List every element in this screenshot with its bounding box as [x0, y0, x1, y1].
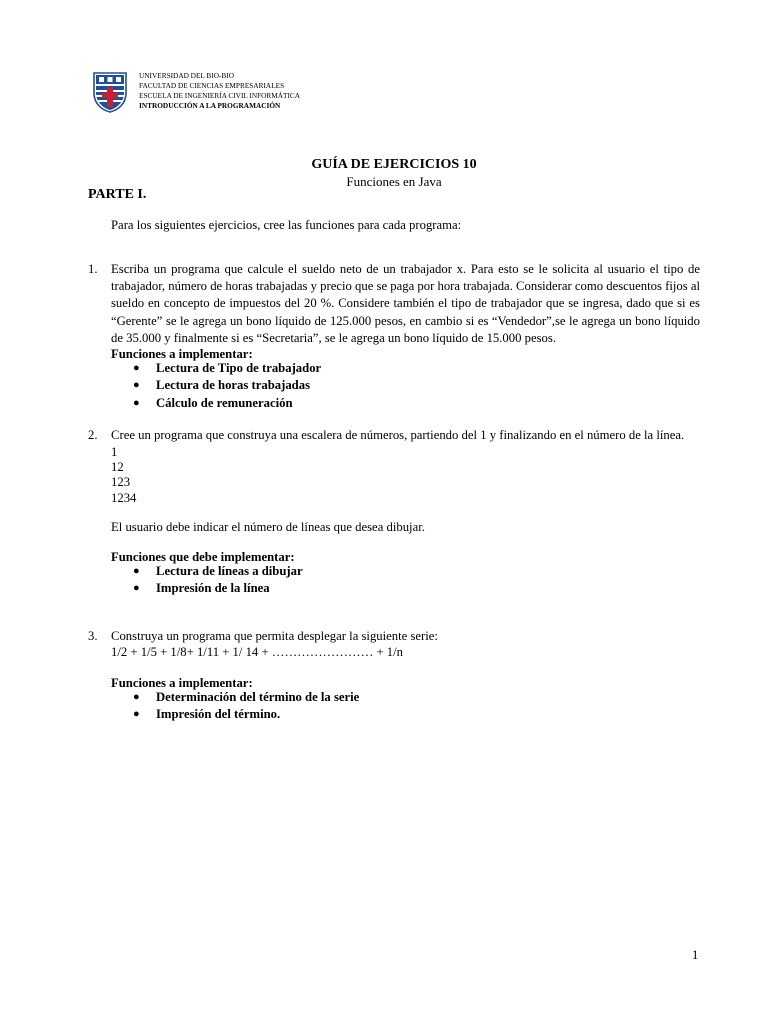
example-line: 123 — [111, 475, 131, 490]
function-item: ● Cálculo de remuneración — [111, 395, 321, 412]
bullet-icon: ● — [133, 565, 140, 577]
bullet-icon: ● — [133, 691, 140, 703]
example-line: 1234 — [111, 490, 137, 505]
staircase-example — [111, 445, 136, 506]
exercise-text-line: “Gerente” se le agrega un bono líquido de 125.000 pesos, en cambio si es “Vendedor”,se le agrega un bono líquido — [111, 313, 700, 328]
document-title: GUÍA DE EJERCICIOS 10 — [311, 157, 477, 172]
bullet-icon: ● — [133, 362, 140, 374]
university-shield-logo — [93, 71, 127, 113]
function-item: ● Impresión de la línea — [111, 580, 303, 597]
function-item: ● Lectura de horas trabajadas — [111, 377, 321, 394]
document-subtitle: Funciones en Java — [346, 174, 442, 189]
bullet-icon: ● — [133, 582, 140, 595]
bullet-icon: ● — [133, 396, 140, 409]
exercise-3-text: Construya un programa que permita desplegar la siguiente serie: — [111, 629, 438, 643]
functions-heading: Funciones a implementar: — [111, 347, 253, 361]
exercise-2-text: Cree un programa que construya una escalera de números, partiendo del 1 y finalizando en el número de la línea. — [111, 428, 685, 442]
example-line: 1 — [111, 445, 118, 459]
intro-text: Para los siguientes ejercicios, cree las funciones para cada programa: — [111, 218, 462, 232]
page-number: 1 — [692, 948, 699, 962]
course-name: INTRODUCCIÓN A LA PROGRAMACIÓN — [139, 101, 281, 110]
functions-list — [111, 360, 321, 412]
part-heading: PARTE I. — [88, 187, 147, 202]
exercise-text-line: trabajador, número de horas trabajadas y precio que se paga por hora trabajada. Considerar como descuentos fijos al — [111, 279, 700, 294]
function-item: ● Lectura de Tipo de trabajador — [111, 360, 321, 377]
exercise-text-line: Escriba un programa que calcule el sueldo neto de un trabajador x. Para esto se le solicita al usuario el tipo de — [111, 262, 700, 276]
exercise-number: 1. — [88, 262, 98, 276]
institution-block — [139, 71, 300, 111]
function-item: ● Lectura de líneas a dibujar — [111, 563, 303, 580]
university-name: UNIVERSIDAD DEL BIO-BIO — [139, 71, 234, 80]
exercise-number: 3. — [88, 629, 98, 643]
series-formula: 1/2 + 1/5 + 1/8+ 1/11 + 1/ 14 + …………………… + 1/n — [111, 645, 403, 659]
example-line: 12 — [111, 460, 124, 475]
exercise-number: 2. — [88, 428, 98, 442]
functions-heading: Funciones que debe implementar: — [111, 550, 295, 564]
exercise-text-line: sueldo en concepto de impuestos del 20 %. Considere también el tipo de trabajador que se ingresa, dado que si es — [111, 296, 700, 311]
exercise-2-note: El usuario debe indicar el número de líneas que desea dibujar. — [111, 520, 425, 534]
functions-heading: Funciones a implementar: — [111, 676, 253, 690]
faculty-name: FACULTAD DE CIENCIAS EMPRESARIALES — [139, 81, 285, 90]
school-name: ESCUELA DE INGENIERÍA CIVIL INFORMÁTICA — [139, 91, 301, 100]
functions-list — [111, 563, 303, 598]
function-item: ● Determinación del término de la serie — [111, 689, 359, 706]
functions-list — [111, 689, 359, 724]
bullet-icon: ● — [133, 708, 140, 721]
exercise-text-line: de 35.000 y finalmente si es “Secretaria”, se le agrega un bono líquido de 15.000 pesos. — [111, 330, 556, 345]
function-item: ● Impresión del término. — [111, 706, 359, 723]
exercise-1-text — [111, 261, 700, 347]
bullet-icon: ● — [133, 379, 140, 392]
